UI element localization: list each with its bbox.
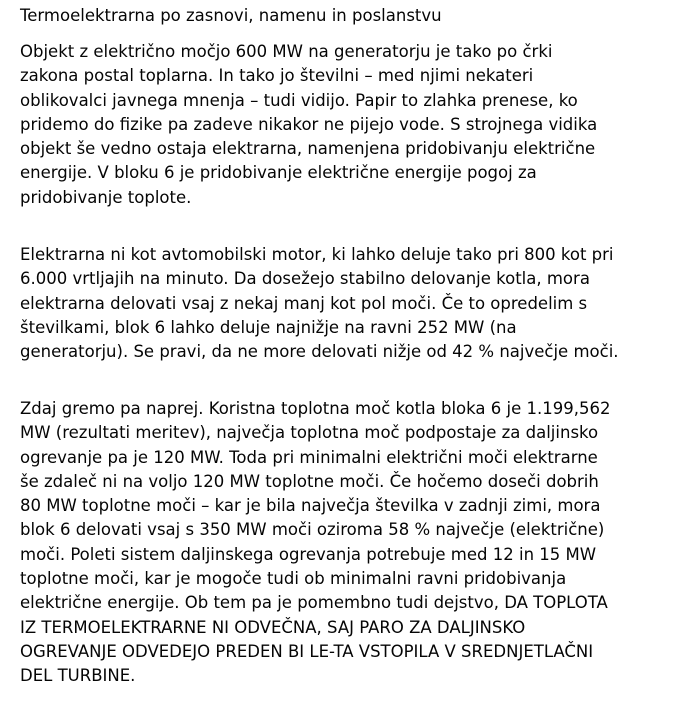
paragraph-1: Objekt z električno močjo 600 MW na generatorju je tako po črki zakona postal toplarna. In tako jo številni – med njimi nekateri oblikovalci javnega mnenja – tudi vidijo. Papir to zlahka prenese, ko pridemo do fizike pa zadeve nikakor ne pijejo vode. S strojnega vidika objekt še vedno ostaja elektrarna, namenjena pridobivanju električne energije. V bloku 6 je pridobivanje električne energije pogoj za pridobivanje toplote. — [20, 42, 598, 207]
post-title: Termoelektrarna po zasnovi, namenu in poslanstvu — [20, 6, 442, 25]
paragraph-2: Elektrarna ni kot avtomobilski motor, ki lahko deluje tako pri 800 kot pri 6.000 vrtljajih na minuto. Da dosežejo stabilno delovanje kotla, mora elektrarna delovati vsaj z nekaj manj kot pol moči. Če to opredelim s številkami, blok 6 lahko deluje najnižje na ravni 252 MW (na generatorju). Se pravi, da ne more delovati nižje od 42 % največje moči. — [20, 245, 619, 362]
paragraph-3: Zdaj gremo pa naprej. Koristna toplotna moč kotla bloka 6 je 1.199,562 MW (rezultati meritev), največja toplotna moč podpostaje za daljinsko ogrevanje pa je 120 MW. Toda pri minimalni električni moči elektrarne še zdaleč ni na voljo 120 MW toplotne moči. Če hočemo doseči dobrih 80 MW toplotne moči – kar je bila največja številka v zadnji zimi, mora blok 6 delovati vsaj s 350 MW moči oziroma 58 % največje (električne) moči. Poleti sistem daljinskega ogrevanja potrebuje med 12 in 15 MW toplotne moči, kar je mogoče tudi ob minimalni ravni pridobivanja električne energije. Ob tem pa je pomembno tudi dejstvo, DA TOPLOTA IZ TERMOELEKTRARNE NI ODVEČNA, SAJ PARO ZA DALJINSKO OGREVANJE ODVEDEJO PREDEN BI LE-TA VSTOPILA V SREDNJETLAČNI DEL TURBINE. — [20, 399, 611, 686]
